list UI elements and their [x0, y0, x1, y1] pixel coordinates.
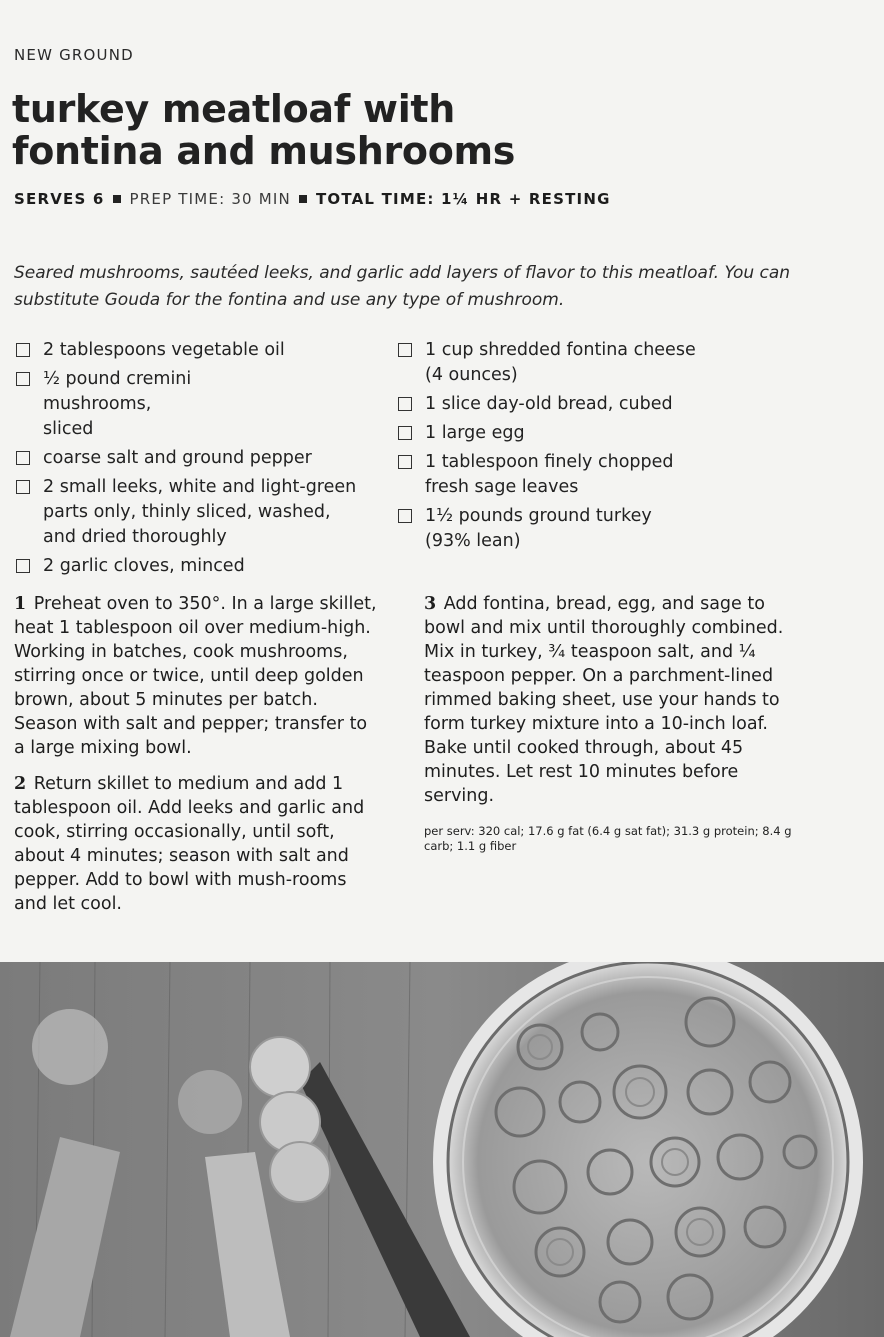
recipe-meta	[14, 190, 611, 208]
ingredient-text: 1½ pounds ground turkey (93% lean)	[425, 506, 652, 551]
ingredient-text: 2 tablespoons vegetable oil	[43, 340, 285, 360]
step-text: Add fontina, bread, egg, and sage to bowl and mix until thoroughly combined. Mix in turkey, ¾ teaspoon salt, and ¼ teaspoon pepper. On a parchment-lined rimmed baking sheet, use your hands to form turkey mixture into a 10-inch loaf. Bake until cooked through, about 45 minutes. Let rest 10 minutes before serving.	[424, 594, 784, 806]
nutrition-info: per serv: 320 cal; 17.6 g fat (6.4 g sat fat); 31.3 g protein; 8.4 g carb; 1.1 g fiber	[424, 824, 792, 853]
recipe-title: turkey meatloaf with fontina and mushrooms	[12, 87, 516, 173]
ingredient-item[interactable]	[396, 504, 766, 554]
prep-time-label: PREP TIME: 30 MIN	[129, 190, 291, 208]
checkbox-icon[interactable]	[398, 397, 412, 411]
ingredient-text: 1 tablespoon finely chopped fresh sage leaves	[425, 452, 674, 497]
checkbox-icon[interactable]	[398, 509, 412, 523]
ingredient-text: 2 garlic cloves, minced	[43, 556, 245, 576]
ingredient-item[interactable]	[396, 421, 766, 446]
ingredient-text: coarse salt and ground pepper	[43, 448, 312, 468]
leek-photo	[0, 962, 884, 1337]
checkbox-icon[interactable]	[16, 343, 30, 357]
ingredient-item[interactable]	[396, 392, 766, 417]
checkbox-icon[interactable]	[16, 451, 30, 465]
recipe-intro: Seared mushrooms, sautéed leeks, and garlic add layers of flavor to this meatloaf. You can substitute Gouda for the fontina and use any type of mushroom.	[14, 263, 791, 310]
ingredient-item[interactable]	[14, 367, 384, 442]
separator-square-icon	[113, 195, 121, 203]
checkbox-icon[interactable]	[16, 372, 30, 386]
ingredients-list-left	[14, 338, 384, 583]
ingredient-text: ½ pound cremini mushrooms, sliced	[43, 369, 192, 439]
ingredient-item[interactable]	[14, 475, 384, 550]
step-2	[14, 772, 379, 916]
ingredient-text: 1 slice day-old bread, cubed	[425, 394, 673, 414]
ingredient-text: 2 small leeks, white and light-green parts only, thinly sliced, washed, and dried thoroughly	[43, 477, 357, 547]
checkbox-icon[interactable]	[16, 559, 30, 573]
serves-label: SERVES 6	[14, 190, 105, 208]
section-kicker: NEW GROUND	[14, 46, 134, 64]
ingredient-text: 1 large egg	[425, 423, 525, 443]
ingredient-item[interactable]	[14, 554, 384, 579]
step-number: 3	[424, 594, 437, 614]
ingredient-item[interactable]	[14, 446, 384, 471]
ingredient-item[interactable]	[14, 338, 384, 363]
ingredient-item[interactable]	[396, 338, 766, 388]
checkbox-icon[interactable]	[398, 426, 412, 440]
ingredients-list-right	[396, 338, 766, 558]
step-number: 1	[14, 594, 27, 614]
ingredient-item[interactable]	[396, 450, 766, 500]
separator-square-icon	[299, 195, 307, 203]
checkbox-icon[interactable]	[398, 343, 412, 357]
step-text: Preheat oven to 350°. In a large skillet, heat 1 tablespoon oil over medium-high. Working in batches, cook mushrooms, stirring once or twice, until deep golden brown, about 5 minutes per batch. Season with salt and pepper; transfer to a large mixing bowl.	[14, 594, 377, 758]
ingredient-text: 1 cup shredded fontina cheese (4 ounces)	[425, 340, 696, 385]
step-number: 2	[14, 774, 27, 794]
total-time-label: TOTAL TIME: 1¼ HR + RESTING	[315, 190, 611, 208]
step-text: Return skillet to medium and add 1 tablespoon oil. Add leeks and garlic and cook, stirring occasionally, until soft, about 4 minutes; season with salt and pepper. Add to bowl with mush-rooms and let cool.	[14, 774, 365, 914]
checkbox-icon[interactable]	[398, 455, 412, 469]
leek-photo-illustration	[0, 962, 884, 1337]
checkbox-icon[interactable]	[16, 480, 30, 494]
step-1	[14, 592, 379, 760]
step-3	[424, 592, 784, 808]
